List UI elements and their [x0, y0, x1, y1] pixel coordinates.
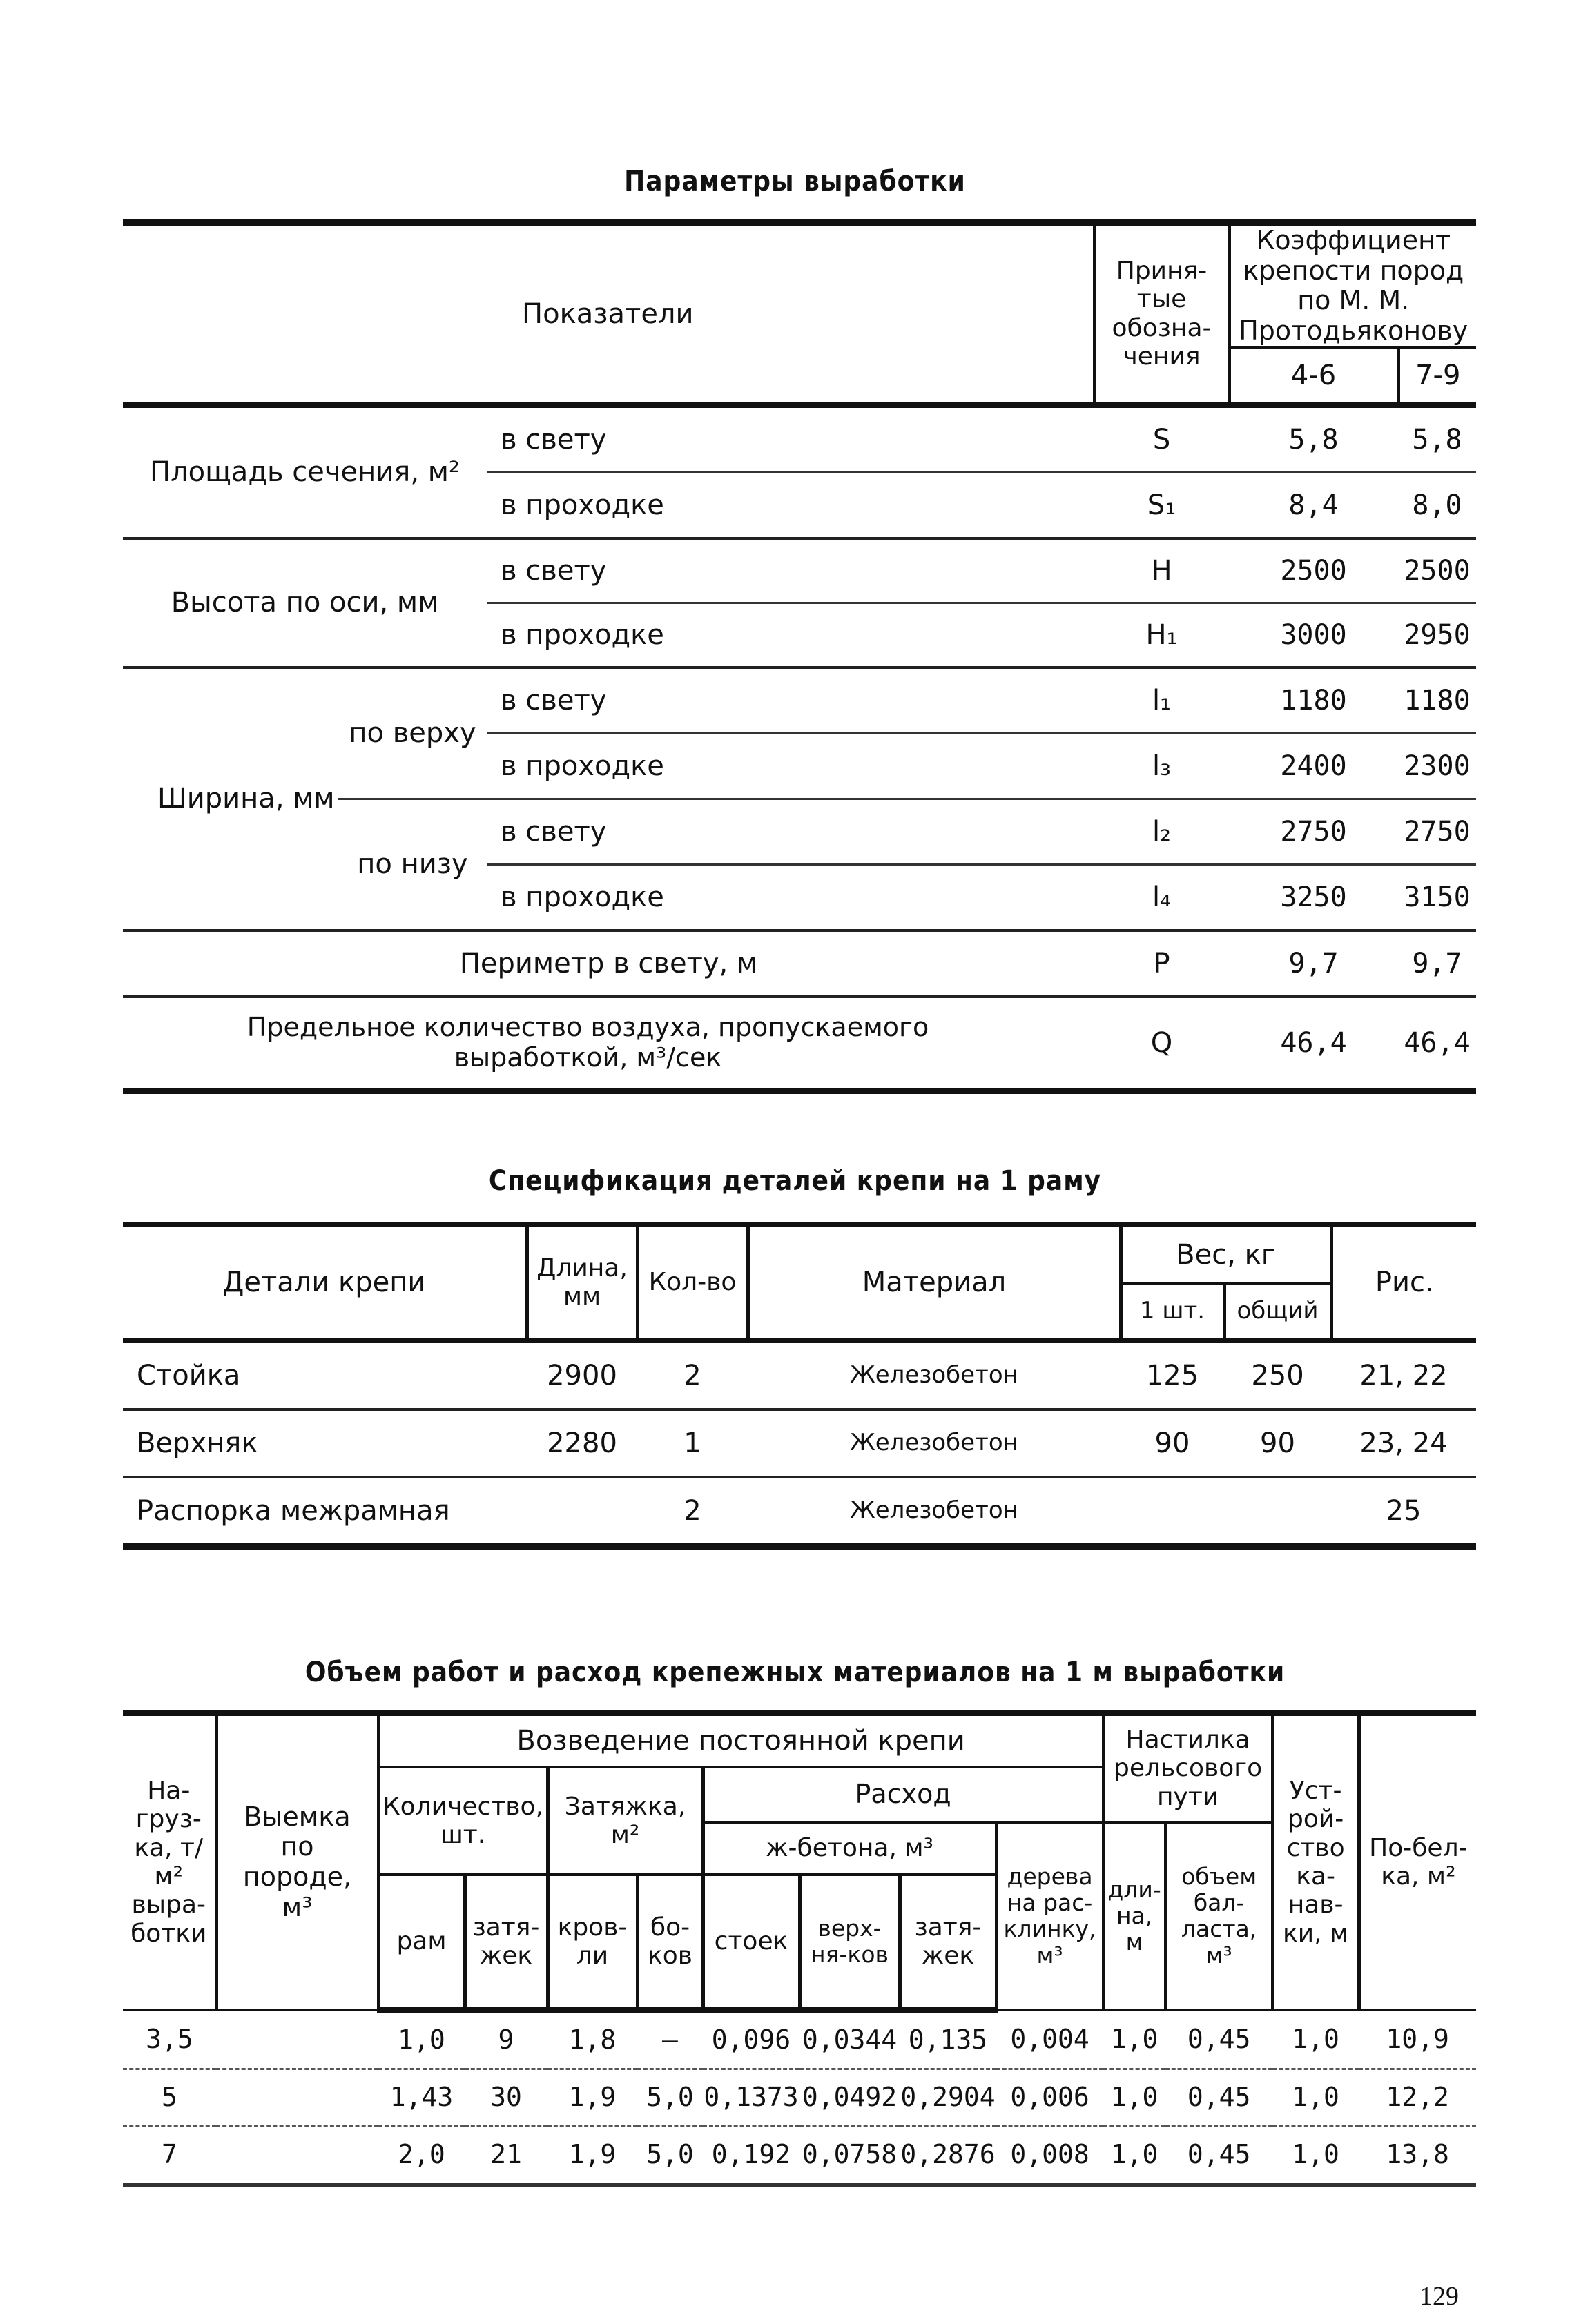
area-clear-sym: S: [1094, 405, 1229, 473]
part-material: Железобетон: [748, 1477, 1121, 1547]
table2-title: Спецификация деталей крепи на 1 раму: [488, 1165, 1102, 1197]
cell: 1,0: [1103, 2127, 1165, 2185]
width-top-pass-b: 2300: [1398, 733, 1476, 799]
cell: —: [637, 2010, 703, 2069]
part-weight-one: 90: [1121, 1409, 1224, 1477]
width-bottom-label: по низу: [338, 799, 487, 930]
perimeter-b: 9,7: [1398, 930, 1476, 997]
table-row: [123, 2127, 1476, 2185]
cell: 0,008: [996, 2127, 1103, 2185]
cell: 1,9: [547, 2127, 637, 2185]
part-material: Железобетон: [748, 1340, 1121, 1409]
cell: 0,1373: [703, 2069, 799, 2127]
header-weight-total: общий: [1224, 1284, 1331, 1341]
header-excavation: Выемка по породе, м³: [216, 1713, 378, 2010]
part-qty: 1: [637, 1409, 748, 1477]
row-perimeter-label: Периметр в свету, м: [123, 930, 1094, 997]
width-top-pass-label: в проходке: [487, 733, 1094, 799]
area-clear-label: в свету: [487, 405, 1094, 473]
height-clear-b: 2500: [1398, 538, 1476, 603]
header-length: Длина, мм: [527, 1224, 637, 1340]
cell: [216, 2069, 378, 2127]
part-length: 2900: [527, 1340, 637, 1409]
table1-title: Параметры выработки: [624, 166, 966, 197]
part-name: Распорка межрамная: [123, 1477, 527, 1547]
cell: 30: [465, 2069, 547, 2127]
header-indicators: Показатели: [123, 223, 1094, 405]
part-length: 2280: [527, 1409, 637, 1477]
part-qty: 2: [637, 1477, 748, 1547]
area-clear-a: 5,8: [1229, 405, 1398, 473]
part-name: Верхняк: [123, 1409, 527, 1477]
cell: 1,0: [1272, 2069, 1359, 2127]
cell: 5,0: [637, 2127, 703, 2185]
header-whitewash: По-бел-ка, м²: [1359, 1713, 1476, 2010]
table3-title: Объем работ и расход крепежных материалов на 1 м выработки: [304, 1657, 1286, 1688]
cell: 10,9: [1359, 2010, 1476, 2069]
area-pass-b: 8,0: [1398, 472, 1476, 538]
header-wood: дерева на рас-клинку, м³: [996, 1822, 1103, 2010]
width-top-clear-b: 1180: [1398, 667, 1476, 734]
header-material: Материал: [748, 1224, 1121, 1340]
width-top-label: по верху: [338, 667, 487, 799]
cell: 1,0: [1103, 2069, 1165, 2127]
header-lagging-area: Затяжка, м²: [547, 1767, 703, 1875]
work-volume-table: [123, 1710, 1476, 2187]
width-bot-pass-a: 3250: [1229, 864, 1398, 930]
part-figure: 25: [1331, 1477, 1476, 1547]
cell: [216, 2010, 378, 2069]
part-length: [527, 1477, 637, 1547]
header-weight-one: 1 шт.: [1121, 1284, 1224, 1341]
width-bot-clear-b: 2750: [1398, 799, 1476, 864]
area-pass-label: в проходке: [487, 472, 1094, 538]
header-ditch: Уст-рой-ство ка-нав-ки, м: [1272, 1713, 1359, 2010]
part-weight-total: [1224, 1477, 1331, 1547]
width-bot-clear-label: в свету: [487, 799, 1094, 864]
part-figure: 23, 24: [1331, 1409, 1476, 1477]
header-coefficient: Коэффициент крепости пород по М. М. Протодьяконову: [1229, 223, 1476, 348]
header-range-4-6: 4-6: [1229, 347, 1398, 405]
cell: 2,0: [378, 2127, 465, 2185]
table-row: [123, 2010, 1476, 2069]
part-material: Железобетон: [748, 1409, 1121, 1477]
height-pass-a: 3000: [1229, 603, 1398, 667]
header-notation: Приня-тые обозна-чения: [1094, 223, 1229, 405]
cell: 0,006: [996, 2069, 1103, 2127]
cell: 0,45: [1165, 2127, 1272, 2185]
air-sym: Q: [1094, 997, 1229, 1091]
area-clear-b: 5,8: [1398, 405, 1476, 473]
height-pass-sym: H₁: [1094, 603, 1229, 667]
header-reinforced-concrete: ж-бетона, м³: [703, 1822, 996, 1875]
row-area-label: Площадь сечения, м²: [123, 405, 487, 538]
width-bot-pass-label: в проходке: [487, 864, 1094, 930]
table-row: [123, 1477, 1476, 1547]
part-weight-total: 90: [1224, 1409, 1331, 1477]
cell: 1,8: [547, 2010, 637, 2069]
width-bot-clear-a: 2750: [1229, 799, 1398, 864]
parameters-table: [123, 219, 1476, 1094]
width-top-pass-sym: l₃: [1094, 733, 1229, 799]
air-a: 46,4: [1229, 997, 1398, 1091]
cell: 21: [465, 2127, 547, 2185]
header-ballast: объем бал-ласта, м³: [1165, 1822, 1272, 2010]
height-clear-sym: H: [1094, 538, 1229, 603]
page-number: 129: [1419, 2282, 1459, 2311]
height-pass-b: 2950: [1398, 603, 1476, 667]
part-qty: 2: [637, 1340, 748, 1409]
header-track: Настилка рельсового пути: [1103, 1713, 1272, 1822]
cell: 0,2904: [900, 2069, 996, 2127]
width-top-pass-a: 2400: [1229, 733, 1398, 799]
row-width-label: Ширина, мм: [123, 667, 338, 930]
cell: 1,9: [547, 2069, 637, 2127]
cell: 0,0492: [799, 2069, 900, 2127]
cell: 0,004: [996, 2010, 1103, 2069]
perimeter-a: 9,7: [1229, 930, 1398, 997]
width-bot-pass-sym: l₄: [1094, 864, 1229, 930]
cell: 0,45: [1165, 2010, 1272, 2069]
cell: 3,5: [123, 2010, 216, 2069]
cell: [216, 2127, 378, 2185]
cell: 0,2876: [900, 2127, 996, 2185]
header-permanent-support: Возведение постоянной крепи: [378, 1713, 1103, 1767]
cell: 1,0: [1272, 2127, 1359, 2185]
part-name: Стойка: [123, 1340, 527, 1409]
header-count: Количество, шт.: [378, 1767, 547, 1875]
perimeter-sym: P: [1094, 930, 1229, 997]
height-clear-a: 2500: [1229, 538, 1398, 603]
cell: 12,2: [1359, 2069, 1476, 2127]
cell: 0,45: [1165, 2069, 1272, 2127]
table-row: [123, 1409, 1476, 1477]
cell: 1,43: [378, 2069, 465, 2127]
part-weight-one: [1121, 1477, 1224, 1547]
width-top-clear-a: 1180: [1229, 667, 1398, 734]
cell: 0,0344: [799, 2010, 900, 2069]
header-qty: Кол-во: [637, 1224, 748, 1340]
part-weight-total: 250: [1224, 1340, 1331, 1409]
header-roof: кров-ли: [547, 1875, 637, 2010]
area-pass-sym: S₁: [1094, 472, 1229, 538]
row-air-label: Предельное количество воздуха, пропускаемого выработкой, м³/сек: [123, 997, 1094, 1091]
height-clear-label: в свету: [487, 538, 1094, 603]
cell: 5,0: [637, 2069, 703, 2127]
cell: 13,8: [1359, 2127, 1476, 2185]
header-sides: бо-ков: [637, 1875, 703, 2010]
width-bot-pass-b: 3150: [1398, 864, 1476, 930]
part-weight-one: 125: [1121, 1340, 1224, 1409]
width-top-clear-sym: l₁: [1094, 667, 1229, 734]
header-frames: рам: [378, 1875, 465, 2010]
header-caps: верх-ня-ков: [799, 1875, 900, 2010]
cell: 0,135: [900, 2010, 996, 2069]
table-row: [123, 2069, 1476, 2127]
header-lags: затя-жек: [900, 1875, 996, 2010]
header-range-7-9: 7-9: [1398, 347, 1476, 405]
cell: 0,192: [703, 2127, 799, 2185]
header-load: На-груз-ка, т/м² выра-ботки: [123, 1713, 216, 2010]
cell: 0,096: [703, 2010, 799, 2069]
header-weight: Вес, кг: [1121, 1224, 1331, 1284]
header-posts: стоек: [703, 1875, 799, 2010]
cell: 1,0: [378, 2010, 465, 2069]
cell: 9: [465, 2010, 547, 2069]
header-laggings: затя-жек: [465, 1875, 547, 2010]
cell: 1,0: [1272, 2010, 1359, 2069]
part-figure: 21, 22: [1331, 1340, 1476, 1409]
row-height-label: Высота по оси, мм: [123, 538, 487, 667]
area-pass-a: 8,4: [1229, 472, 1398, 538]
air-b: 46,4: [1398, 997, 1476, 1091]
cell: 1,0: [1103, 2010, 1165, 2069]
header-part: Детали крепи: [123, 1224, 527, 1340]
header-track-length: дли-на, м: [1103, 1822, 1165, 2010]
header-figure: Рис.: [1331, 1224, 1476, 1340]
table-row: [123, 1340, 1476, 1409]
width-top-clear-label: в свету: [487, 667, 1094, 734]
header-consumption: Расход: [703, 1767, 1103, 1822]
specification-table: [123, 1222, 1476, 1550]
width-bot-clear-sym: l₂: [1094, 799, 1229, 864]
cell: 7: [123, 2127, 216, 2185]
height-pass-label: в проходке: [487, 603, 1094, 667]
cell: 0,0758: [799, 2127, 900, 2185]
cell: 5: [123, 2069, 216, 2127]
